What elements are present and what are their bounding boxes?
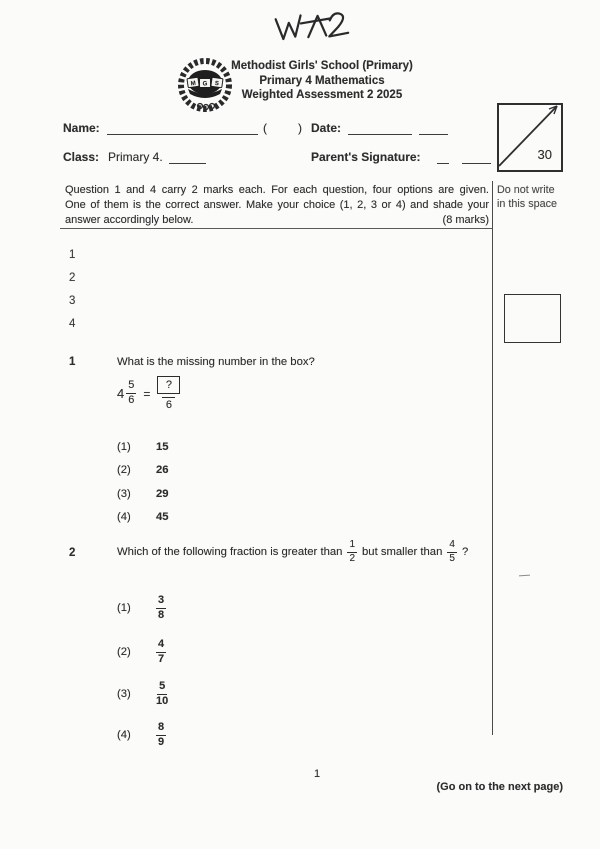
page-number: 1	[314, 768, 321, 780]
marks-box	[504, 294, 561, 343]
question-2-option-4	[117, 722, 166, 748]
equation-fraction	[126, 380, 136, 406]
fraction-denominator: 8	[158, 608, 165, 621]
date-label: Date:	[311, 121, 342, 135]
question-2-number: 2	[69, 547, 76, 559]
fraction-numerator: 1	[347, 540, 357, 553]
option-label: (1)	[117, 441, 131, 453]
question-1-option-2	[117, 464, 169, 476]
answer-grid-row-1: 1	[69, 249, 76, 261]
next-page-note: (Go on to the next page)	[436, 781, 563, 793]
option-fraction	[156, 722, 166, 748]
question-2-text-before: Which of the following fraction is greater than	[117, 546, 343, 558]
fraction-numerator: 3	[156, 595, 166, 609]
parent-signature-blank-2	[462, 150, 491, 164]
question-1-option-3	[117, 488, 169, 500]
school-name: Methodist Girls' School (Primary)	[231, 60, 413, 72]
logo-letter-s: S	[214, 80, 220, 88]
question-2-text-after: ?	[461, 546, 469, 558]
question-1-text: What is the missing number in the box?	[117, 356, 315, 368]
option-value: 15	[156, 441, 169, 453]
option-label: (3)	[117, 488, 131, 500]
instructions-block	[65, 183, 489, 227]
question-1-option-1	[117, 441, 169, 453]
logo-letter-m: M	[190, 80, 197, 88]
missing-number-box: ?	[157, 376, 180, 394]
answer-grid-row-3: 3	[69, 295, 76, 307]
level-subject: Primary 4 Mathematics	[259, 74, 385, 87]
do-not-write-note: Do not write in this space	[497, 184, 558, 210]
question-1-number: 1	[69, 356, 76, 368]
question-1-option-4	[117, 511, 169, 523]
option-value: 26	[156, 464, 169, 476]
date-blank-line	[348, 121, 412, 135]
question-2-option-1	[117, 595, 166, 621]
option-label: (4)	[117, 729, 131, 742]
instructions-line-3: answer accordingly below.	[65, 213, 194, 226]
question-1-equation	[117, 376, 180, 411]
parent-signature-blank-1	[437, 150, 449, 164]
equation-equals-sign: =	[143, 386, 151, 401]
class-blank-line	[169, 150, 206, 164]
option-value: 45	[156, 511, 169, 523]
option-fraction	[156, 639, 166, 665]
equation-fraction-denominator: 6	[128, 394, 135, 406]
fraction-denominator: 9	[158, 735, 165, 748]
option-label: (3)	[117, 688, 131, 701]
equation-missing-term	[157, 376, 180, 411]
logo-letter-g: G	[202, 81, 208, 88]
total-marks-value: 30	[537, 147, 552, 162]
option-label: (2)	[117, 464, 131, 476]
fraction-denominator: 2	[349, 552, 355, 564]
class-label: Class:	[63, 150, 100, 164]
question-2-upper-fraction	[447, 540, 457, 564]
equation-whole-number: 4	[117, 386, 125, 401]
option-label: (4)	[117, 511, 131, 523]
instructions-line-1: Question 1 and 4 carry 2 marks each. For each question, four options are given.	[65, 184, 489, 196]
question-2-lower-fraction	[347, 540, 357, 564]
name-label: Name:	[63, 121, 100, 135]
option-label: (2)	[117, 646, 131, 659]
question-2-option-2	[117, 639, 166, 665]
index-paren-open: (	[263, 121, 267, 135]
question-2-text	[117, 540, 468, 564]
option-fraction	[156, 595, 166, 621]
name-blank-line	[107, 121, 258, 135]
parent-signature-label: Parent's Signature:	[311, 150, 421, 164]
scan-artifact-dash	[519, 575, 530, 577]
margin-divider-line	[492, 181, 493, 735]
answer-grid-row-4: 4	[69, 318, 76, 330]
date-blank-line-2	[419, 121, 448, 135]
fraction-numerator: 8	[156, 722, 166, 736]
fraction-denominator: 10	[156, 694, 169, 707]
fraction-denominator: 7	[158, 652, 165, 665]
equation-fraction-numerator: 5	[126, 380, 136, 394]
missing-fraction-denominator: 6	[165, 399, 172, 411]
instructions-marks: (8 marks)	[442, 213, 489, 226]
handwritten-wa2-annotation	[268, 6, 358, 50]
option-value: 29	[156, 488, 169, 500]
option-label: (1)	[117, 602, 131, 615]
fraction-numerator: 5	[157, 681, 167, 695]
fraction-numerator: 4	[156, 639, 166, 653]
instructions-line-2: One of them is the correct answer. Make your choice (1, 2, 3 or 4) and shade your	[65, 198, 489, 211]
instructions-bottom-rule	[60, 228, 492, 229]
score-box	[497, 103, 563, 172]
option-fraction	[156, 681, 168, 707]
question-2-option-3	[117, 681, 168, 707]
fraction-numerator: 4	[447, 540, 457, 553]
index-paren-close: )	[298, 121, 302, 135]
answer-grid-row-2: 2	[69, 272, 76, 284]
class-value: Primary 4.	[108, 150, 163, 164]
question-2-text-middle: but smaller than	[362, 546, 443, 558]
assessment-title: Weighted Assessment 2 2025	[241, 89, 403, 102]
paper-header	[190, 59, 454, 103]
fraction-denominator: 5	[449, 552, 455, 564]
